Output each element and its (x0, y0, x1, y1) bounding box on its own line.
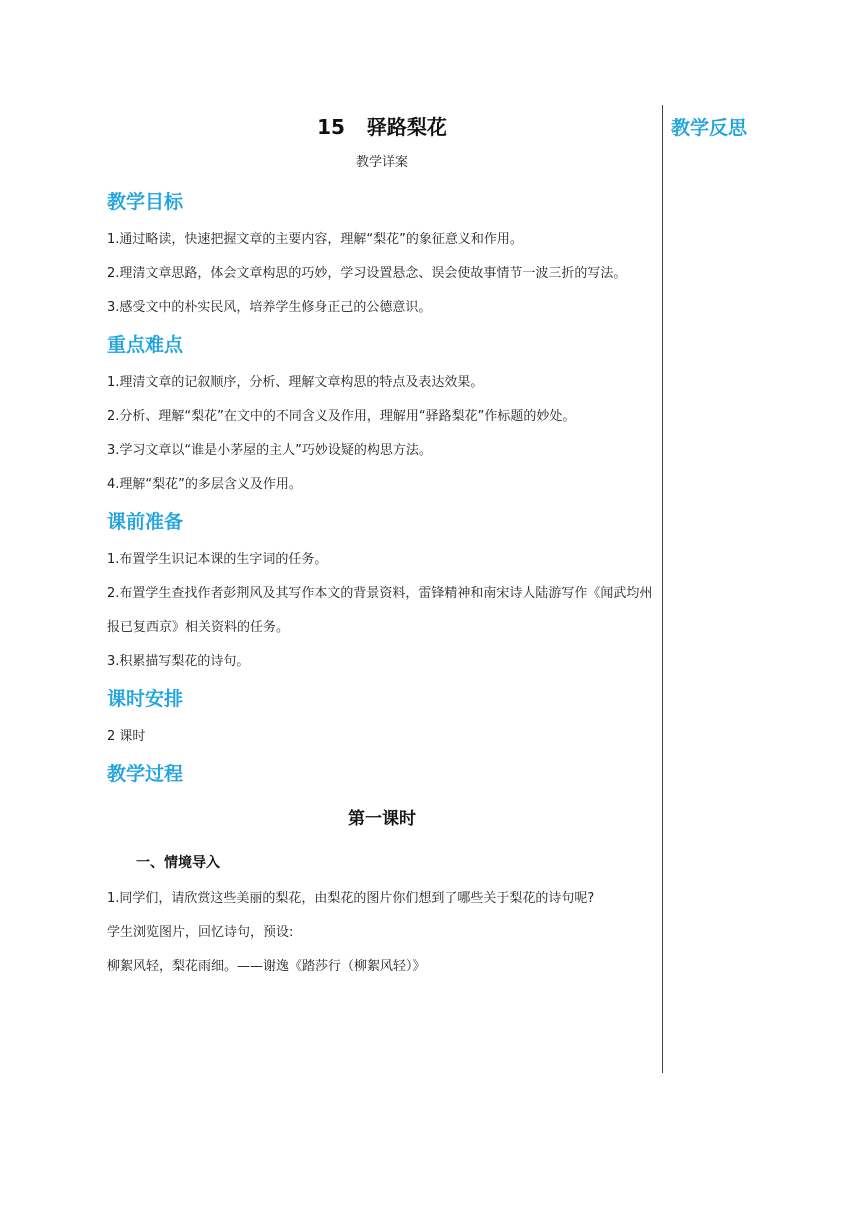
section-heading-schedule: 课时安排 (107, 688, 184, 710)
page-subtitle: 教学详案 (355, 155, 408, 170)
lesson-title: 驿路梨花 (366, 115, 447, 139)
goal-item: 3.感受文中的朴实民风，培养学生修身正己的公德意识。 (107, 300, 432, 315)
section-heading-goals: 教学目标 (107, 191, 184, 213)
key-point-item: 1.理清文章的记叙顺序，分析、理解文章构思的特点及表达效果。 (107, 375, 484, 390)
main-column (107, 105, 657, 984)
key-point-item: 4.理解“梨花”的多层含义及作用。 (107, 477, 302, 492)
lesson-number: 15 (317, 115, 345, 139)
goal-item: 1.通过略读，快速把握文章的主要内容，理解“梨花”的象征意义和作用。 (107, 232, 523, 247)
section-heading-preparation: 课前准备 (107, 511, 184, 533)
preparation-item: 1.布置学生识记本课的生字词的任务。 (107, 552, 328, 567)
process-item: 柳絮风轻，梨花雨细。——谢逸《踏莎行（柳絮风轻）》 (107, 959, 426, 974)
reflection-column-title: 教学反思 (671, 117, 748, 139)
process-item: 学生浏览图片，回忆诗句，预设: (107, 925, 294, 940)
goal-item: 2.理清文章思路，体会文章构思的巧妙，学习设置悬念、误会使故事情节一波三折的写法。 (107, 266, 627, 281)
step-heading: 一、情境导入 (136, 855, 220, 871)
column-divider (662, 105, 663, 1073)
lesson-period-heading: 第一课时 (348, 809, 416, 829)
process-item: 1.同学们，请欣赏这些美丽的梨花，由梨花的图片你们想到了哪些关于梨花的诗句呢? (107, 891, 595, 906)
key-point-item: 3.学习文章以“谁是小茅屋的主人”巧妙设疑的构思方法。 (107, 443, 432, 458)
schedule-text: 2 课时 (107, 729, 146, 744)
section-heading-process: 教学过程 (107, 763, 184, 785)
preparation-item: 2.布置学生查找作者彭荆风及其写作本文的背景资料，雷锋精神和南宋诗人陆游写作《闻武均州报已复西京》相关资料的任务。 (107, 586, 653, 635)
page-title (107, 114, 657, 140)
preparation-item: 3.积累描写梨花的诗句。 (107, 654, 250, 669)
key-point-item: 2.分析、理解“梨花”在文中的不同含义及作用，理解用“驿路梨花”作标题的妙处。 (107, 409, 576, 424)
section-heading-key-points: 重点难点 (107, 334, 184, 356)
